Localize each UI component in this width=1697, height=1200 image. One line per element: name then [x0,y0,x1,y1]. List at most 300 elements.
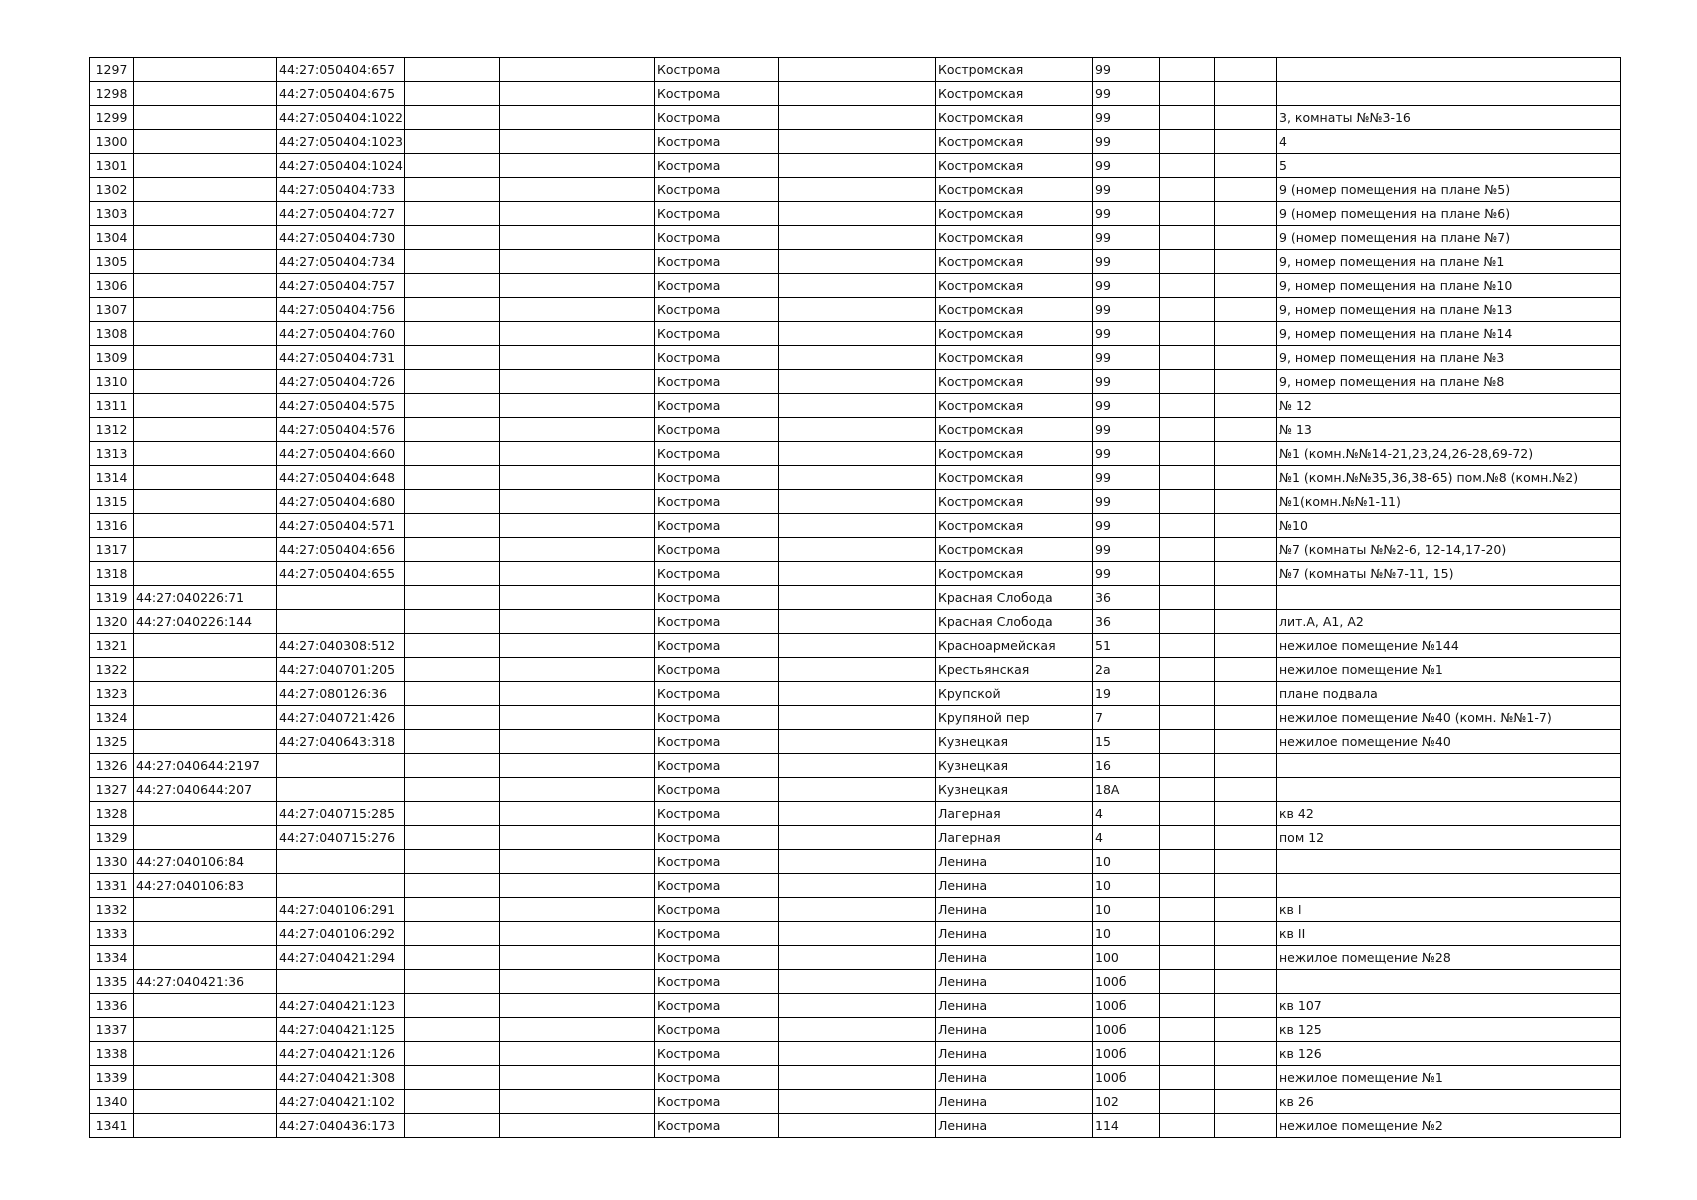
row-number-cell: 1327 [90,778,134,802]
col-11-cell [1215,634,1277,658]
house-number-cell: 99 [1093,418,1160,442]
cadastral-number-building-cell: 44:27:040226:71 [134,586,277,610]
col-5-cell [500,58,655,82]
house-number-cell: 36 [1093,586,1160,610]
cadastral-number-building-cell: 44:27:040644:207 [134,778,277,802]
cadastral-number-premises-cell: 44:27:050404:576 [277,418,405,442]
table-row [90,1066,1621,1090]
row-number-cell: 1309 [90,346,134,370]
street-cell: Ленина [936,970,1093,994]
col-5-cell [500,82,655,106]
house-number-cell: 99 [1093,490,1160,514]
col-5-cell [500,490,655,514]
street-cell: Костромская [936,250,1093,274]
table-row [90,970,1621,994]
col-10-cell [1160,322,1215,346]
col-10-cell [1160,250,1215,274]
city-cell: Кострома [655,610,779,634]
table-row [90,658,1621,682]
cadastral-number-building-cell [134,130,277,154]
col-10-cell [1160,706,1215,730]
row-number-cell: 1341 [90,1114,134,1138]
premises-note-cell: 9 (номер помещения на плане №7) [1277,226,1621,250]
table-row [90,874,1621,898]
col-10-cell [1160,922,1215,946]
col-10-cell [1160,682,1215,706]
col-4-cell [405,610,500,634]
street-cell: Лагерная [936,826,1093,850]
cadastral-number-building-cell [134,946,277,970]
cadastral-number-premises-cell: 44:27:040421:125 [277,1018,405,1042]
table-row [90,202,1621,226]
col-4-cell [405,226,500,250]
row-number-cell: 1325 [90,730,134,754]
col-7-cell [779,538,936,562]
house-number-cell: 99 [1093,514,1160,538]
house-number-cell: 99 [1093,346,1160,370]
cadastral-number-building-cell [134,562,277,586]
col-11-cell [1215,1018,1277,1042]
city-cell: Кострома [655,466,779,490]
cadastral-number-premises-cell: 44:27:050404:757 [277,274,405,298]
col-4-cell [405,490,500,514]
col-5-cell [500,442,655,466]
col-7-cell [779,1018,936,1042]
col-4-cell [405,1090,500,1114]
col-11-cell [1215,178,1277,202]
table-row [90,922,1621,946]
premises-note-cell [1277,82,1621,106]
street-cell: Костромская [936,466,1093,490]
city-cell: Кострома [655,442,779,466]
col-10-cell [1160,850,1215,874]
premises-note-cell: 5 [1277,154,1621,178]
col-5-cell [500,1090,655,1114]
house-number-cell: 4 [1093,826,1160,850]
cadastral-number-building-cell [134,682,277,706]
table-row [90,994,1621,1018]
col-11-cell [1215,730,1277,754]
row-number-cell: 1324 [90,706,134,730]
city-cell: Кострома [655,586,779,610]
col-11-cell [1215,682,1277,706]
street-cell: Ленина [936,1018,1093,1042]
col-11-cell [1215,298,1277,322]
col-5-cell [500,274,655,298]
premises-note-cell: 9, номер помещения на плане №1 [1277,250,1621,274]
house-number-cell: 100 [1093,946,1160,970]
col-5-cell [500,610,655,634]
col-7-cell [779,178,936,202]
city-cell: Кострома [655,178,779,202]
premises-note-cell: 9, номер помещения на плане №13 [1277,298,1621,322]
house-number-cell: 10 [1093,898,1160,922]
cadastral-number-building-cell [134,442,277,466]
street-cell: Костромская [936,418,1093,442]
cadastral-number-premises-cell: 44:27:050404:680 [277,490,405,514]
premises-note-cell: №7 (комнаты №№2-6, 12-14,17-20) [1277,538,1621,562]
city-cell: Кострома [655,490,779,514]
row-number-cell: 1297 [90,58,134,82]
house-number-cell: 99 [1093,154,1160,178]
row-number-cell: 1299 [90,106,134,130]
col-11-cell [1215,346,1277,370]
premises-note-cell: нежилое помещение №40 [1277,730,1621,754]
city-cell: Кострома [655,850,779,874]
cadastral-number-premises-cell: 44:27:040421:102 [277,1090,405,1114]
table-row [90,106,1621,130]
col-4-cell [405,850,500,874]
premises-note-cell: 4 [1277,130,1621,154]
cadastral-number-building-cell [134,730,277,754]
col-4-cell [405,946,500,970]
city-cell: Кострома [655,226,779,250]
col-4-cell [405,322,500,346]
col-10-cell [1160,562,1215,586]
col-5-cell [500,1114,655,1138]
col-7-cell [779,490,936,514]
col-7-cell [779,346,936,370]
cadastral-number-premises-cell: 44:27:050404:727 [277,202,405,226]
table-row [90,1042,1621,1066]
row-number-cell: 1320 [90,610,134,634]
row-number-cell: 1314 [90,466,134,490]
street-cell: Костромская [936,226,1093,250]
col-10-cell [1160,1114,1215,1138]
col-10-cell [1160,730,1215,754]
street-cell: Ленина [936,946,1093,970]
cadastral-number-building-cell [134,490,277,514]
cadastral-number-building-cell: 44:27:040106:83 [134,874,277,898]
col-10-cell [1160,1090,1215,1114]
col-7-cell [779,850,936,874]
cadastral-number-building-cell [134,274,277,298]
col-10-cell [1160,466,1215,490]
cadastral-number-building-cell: 44:27:040644:2197 [134,754,277,778]
row-number-cell: 1305 [90,250,134,274]
col-7-cell [779,322,936,346]
row-number-cell: 1298 [90,82,134,106]
table-row [90,802,1621,826]
cadastral-number-premises-cell: 44:27:050404:655 [277,562,405,586]
house-number-cell: 36 [1093,610,1160,634]
col-5-cell [500,322,655,346]
col-7-cell [779,298,936,322]
house-number-cell: 10 [1093,850,1160,874]
col-4-cell [405,898,500,922]
city-cell: Кострома [655,58,779,82]
cadastral-number-premises-cell [277,874,405,898]
col-4-cell [405,370,500,394]
row-number-cell: 1319 [90,586,134,610]
table-row [90,490,1621,514]
row-number-cell: 1340 [90,1090,134,1114]
premises-note-cell: кв I [1277,898,1621,922]
col-4-cell [405,250,500,274]
row-number-cell: 1326 [90,754,134,778]
col-5-cell [500,706,655,730]
house-number-cell: 99 [1093,298,1160,322]
col-11-cell [1215,754,1277,778]
table-row [90,1018,1621,1042]
cadastral-number-premises-cell: 44:27:050404:1022 [277,106,405,130]
col-5-cell [500,514,655,538]
table-row [90,538,1621,562]
table-row [90,298,1621,322]
col-10-cell [1160,946,1215,970]
col-10-cell [1160,394,1215,418]
table-row [90,826,1621,850]
premises-note-cell: 9, номер помещения на плане №10 [1277,274,1621,298]
table-row [90,634,1621,658]
house-number-cell: 99 [1093,394,1160,418]
street-cell: Костромская [936,274,1093,298]
table-row [90,274,1621,298]
col-10-cell [1160,298,1215,322]
col-11-cell [1215,1090,1277,1114]
street-cell: Кузнецкая [936,730,1093,754]
col-10-cell [1160,58,1215,82]
col-5-cell [500,178,655,202]
street-cell: Костромская [936,178,1093,202]
city-cell: Кострома [655,706,779,730]
col-5-cell [500,970,655,994]
col-10-cell [1160,970,1215,994]
col-4-cell [405,346,500,370]
col-11-cell [1215,850,1277,874]
house-number-cell: 99 [1093,466,1160,490]
cadastral-number-building-cell [134,994,277,1018]
row-number-cell: 1321 [90,634,134,658]
street-cell: Костромская [936,154,1093,178]
cadastral-number-building-cell [134,154,277,178]
col-7-cell [779,1042,936,1066]
col-10-cell [1160,994,1215,1018]
col-4-cell [405,922,500,946]
cadastral-number-building-cell [134,1042,277,1066]
col-5-cell [500,730,655,754]
cadastral-number-building-cell [134,1090,277,1114]
col-7-cell [779,130,936,154]
cadastral-number-building-cell: 44:27:040106:84 [134,850,277,874]
premises-note-cell: № 13 [1277,418,1621,442]
city-cell: Кострома [655,634,779,658]
city-cell: Кострома [655,1042,779,1066]
col-11-cell [1215,514,1277,538]
col-7-cell [779,706,936,730]
street-cell: Крупской [936,682,1093,706]
city-cell: Кострома [655,1066,779,1090]
table-row [90,682,1621,706]
cadastral-number-premises-cell: 44:27:040643:318 [277,730,405,754]
cadastral-number-premises-cell: 44:27:050404:730 [277,226,405,250]
street-cell: Лагерная [936,802,1093,826]
col-11-cell [1215,802,1277,826]
col-5-cell [500,850,655,874]
col-4-cell [405,826,500,850]
city-cell: Кострома [655,418,779,442]
col-4-cell [405,874,500,898]
row-number-cell: 1330 [90,850,134,874]
col-11-cell [1215,658,1277,682]
table-row [90,82,1621,106]
cadastral-number-building-cell [134,250,277,274]
row-number-cell: 1333 [90,922,134,946]
col-7-cell [779,610,936,634]
city-cell: Кострома [655,514,779,538]
row-number-cell: 1328 [90,802,134,826]
street-cell: Ленина [936,994,1093,1018]
street-cell: Красноармейская [936,634,1093,658]
col-10-cell [1160,442,1215,466]
premises-note-cell: кв 26 [1277,1090,1621,1114]
col-5-cell [500,538,655,562]
col-10-cell [1160,490,1215,514]
cadastral-number-premises-cell: 44:27:050404:733 [277,178,405,202]
col-11-cell [1215,250,1277,274]
street-cell: Костромская [936,322,1093,346]
city-cell: Кострома [655,1090,779,1114]
row-number-cell: 1336 [90,994,134,1018]
cadastral-number-building-cell [134,1114,277,1138]
house-number-cell: 102 [1093,1090,1160,1114]
street-cell: Кузнецкая [936,778,1093,802]
premises-note-cell: нежилое помещение №1 [1277,658,1621,682]
col-11-cell [1215,226,1277,250]
col-11-cell [1215,946,1277,970]
col-7-cell [779,466,936,490]
city-cell: Кострома [655,658,779,682]
cadastral-number-building-cell [134,178,277,202]
col-11-cell [1215,706,1277,730]
col-7-cell [779,826,936,850]
col-11-cell [1215,394,1277,418]
house-number-cell: 99 [1093,130,1160,154]
row-number-cell: 1339 [90,1066,134,1090]
col-4-cell [405,58,500,82]
cadastral-number-premises-cell: 44:27:080126:36 [277,682,405,706]
street-cell: Костромская [936,490,1093,514]
table-row [90,226,1621,250]
row-number-cell: 1302 [90,178,134,202]
col-10-cell [1160,82,1215,106]
col-4-cell [405,802,500,826]
house-number-cell: 4 [1093,802,1160,826]
cadastral-number-building-cell [134,106,277,130]
cadastral-number-building-cell [134,322,277,346]
col-4-cell [405,1042,500,1066]
col-5-cell [500,1042,655,1066]
col-4-cell [405,106,500,130]
house-number-cell: 16 [1093,754,1160,778]
city-cell: Кострома [655,298,779,322]
street-cell: Костромская [936,514,1093,538]
col-4-cell [405,538,500,562]
col-4-cell [405,466,500,490]
cadastral-number-premises-cell: 44:27:050404:731 [277,346,405,370]
col-4-cell [405,994,500,1018]
registry-table [89,57,1621,1138]
premises-note-cell: 9, номер помещения на плане №14 [1277,322,1621,346]
col-7-cell [779,682,936,706]
col-5-cell [500,226,655,250]
col-5-cell [500,946,655,970]
table-row [90,850,1621,874]
cadastral-number-building-cell [134,826,277,850]
table-row [90,946,1621,970]
row-number-cell: 1307 [90,298,134,322]
row-number-cell: 1316 [90,514,134,538]
col-10-cell [1160,346,1215,370]
col-10-cell [1160,106,1215,130]
cadastral-number-premises-cell [277,850,405,874]
col-11-cell [1215,538,1277,562]
cadastral-number-premises-cell: 44:27:040106:292 [277,922,405,946]
house-number-cell: 10 [1093,922,1160,946]
col-11-cell [1215,154,1277,178]
house-number-cell: 99 [1093,274,1160,298]
premises-note-cell: 9, номер помещения на плане №8 [1277,370,1621,394]
house-number-cell: 99 [1093,538,1160,562]
house-number-cell: 99 [1093,226,1160,250]
table-body [90,58,1621,1138]
col-10-cell [1160,610,1215,634]
street-cell: Костромская [936,82,1093,106]
row-number-cell: 1318 [90,562,134,586]
col-11-cell [1215,1042,1277,1066]
cadastral-number-building-cell [134,514,277,538]
table-row [90,1114,1621,1138]
col-4-cell [405,754,500,778]
city-cell: Кострома [655,562,779,586]
col-7-cell [779,898,936,922]
row-number-cell: 1337 [90,1018,134,1042]
col-11-cell [1215,466,1277,490]
cadastral-number-building-cell [134,1066,277,1090]
city-cell: Кострома [655,370,779,394]
col-10-cell [1160,658,1215,682]
city-cell: Кострома [655,778,779,802]
col-4-cell [405,658,500,682]
cadastral-number-building-cell [134,898,277,922]
street-cell: Ленина [936,898,1093,922]
col-5-cell [500,250,655,274]
street-cell: Костромская [936,394,1093,418]
col-10-cell [1160,514,1215,538]
premises-note-cell: №1 (комн.№№35,36,38-65) пом.№8 (комн.№2) [1277,466,1621,490]
city-cell: Кострома [655,994,779,1018]
street-cell: Костромская [936,130,1093,154]
col-11-cell [1215,970,1277,994]
city-cell: Кострома [655,1114,779,1138]
cadastral-number-premises-cell: 44:27:040421:308 [277,1066,405,1090]
house-number-cell: 99 [1093,178,1160,202]
cadastral-number-premises-cell: 44:27:050404:1023 [277,130,405,154]
table-row [90,154,1621,178]
col-5-cell [500,418,655,442]
cadastral-number-premises-cell: 44:27:050404:1024 [277,154,405,178]
house-number-cell: 99 [1093,58,1160,82]
cadastral-number-building-cell [134,706,277,730]
row-number-cell: 1308 [90,322,134,346]
house-number-cell: 100б [1093,970,1160,994]
col-5-cell [500,154,655,178]
city-cell: Кострома [655,394,779,418]
col-7-cell [779,802,936,826]
city-cell: Кострома [655,898,779,922]
col-4-cell [405,82,500,106]
cadastral-number-premises-cell: 44:27:050404:734 [277,250,405,274]
